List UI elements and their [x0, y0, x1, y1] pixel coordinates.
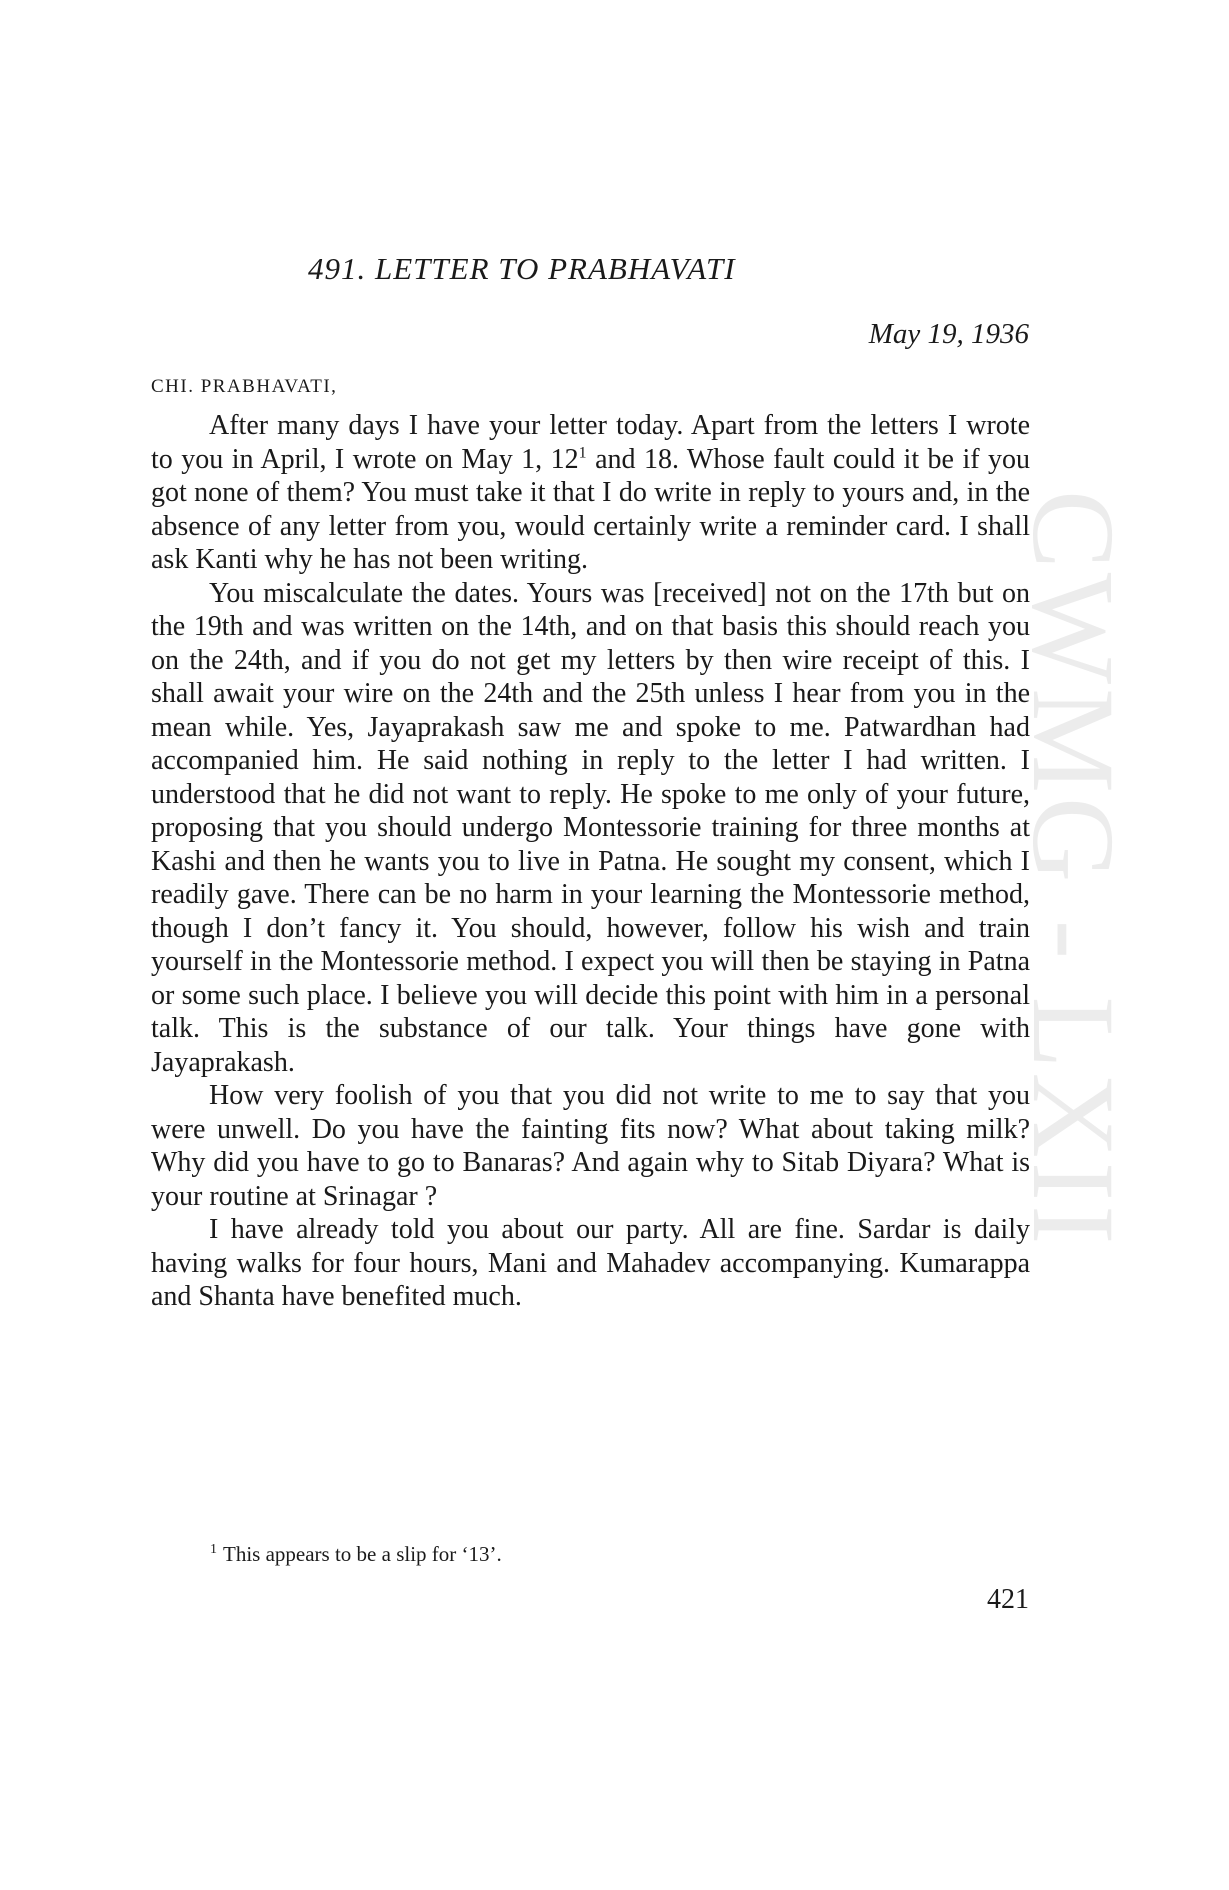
letter-title: 491. LETTER TO PRABHAVATI: [308, 251, 736, 286]
letter-body: [151, 409, 1030, 1314]
paragraph-2: You miscalculate the dates. Yours was [received] not on the 17th but on the 19th and was written on the 14th, and on that basis this should reach you on the 24th, and if you do not get my letters by then wire receipt of this. I shall await your wire on the 24th and the 25th unless I hear from you in the mean while. Yes, Jayaprakash saw me and spoke to me. Patwardhan had accompanied him. He said nothing in reply to the letter I had written. I understood that he did not want to reply. He spoke to me only of your future, proposing that you should undergo Montessorie training for three months at Kashi and then he wants you to live in Patna. He sought my consent, which I readily gave. There can be no harm in your learning the Montessorie method, though I don’t fancy it. You should, however, follow his wish and train yourself in the Montessorie method. I expect you will then be staying in Patna or some such place. I believe you will decide this point with him in a personal talk. This is the substance of our talk. Your things have gone with Jayaprakash.: [151, 577, 1030, 1078]
footnote-reference: 1: [578, 444, 587, 462]
footnote-text: This appears to be a slip for ‘13’.: [223, 1542, 502, 1566]
paragraph-1-text-end: and 18. Whose fault could it be if you got none of them? You must take it that I do write in reply to yours and, in the absence of any letter from you, would certainly write a reminder card. I shall ask Kanti why he has not been writing.: [151, 443, 1031, 575]
letter-date: May 19, 1936: [868, 318, 1029, 350]
salutation: CHI. PRABHAVATI,: [151, 376, 338, 397]
paragraph-1: [151, 409, 1030, 577]
watermark: CWMG - LXII: [1008, 490, 1139, 1249]
footnote: [210, 1542, 502, 1567]
paragraph-1-text-start: After many days I have your letter today. Apart from the letters I wrote to you in April, I wrote on May 1, 12: [151, 410, 1030, 475]
paragraph-3: How very foolish of you that you did not write to me to say that you were unwell. Do you have the fainting fits now? What about taking milk? Why did you have to go to Banaras? And again why to Sitab Diyara? What is your routine at Srinagar ?: [151, 1080, 1030, 1212]
page-number: 421: [987, 1584, 1029, 1615]
footnote-number: 1: [210, 1542, 217, 1557]
paragraph-4: I have already told you about our party. All are fine. Sardar is daily having walks for four hours, Mani and Mahadev accompanying. Kumarappa and Shanta have benefited much.: [151, 1214, 1030, 1312]
